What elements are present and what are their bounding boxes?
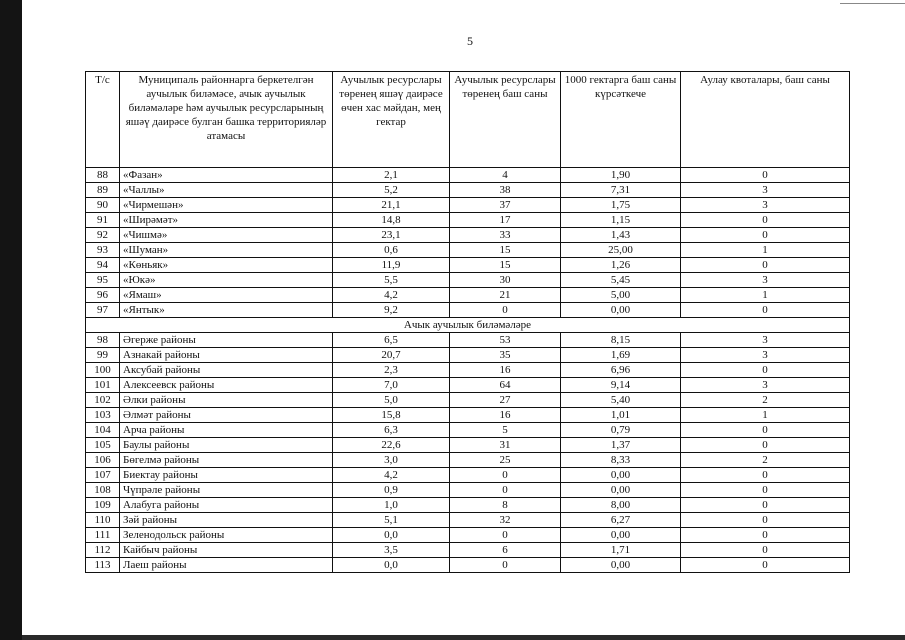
table-row <box>86 498 850 513</box>
row-quota: 0 <box>681 213 850 228</box>
row-index: 97 <box>86 303 120 318</box>
table-body-open <box>86 333 850 573</box>
row-density: 5,40 <box>561 393 681 408</box>
row-quota: 0 <box>681 258 850 273</box>
row-head-count: 25 <box>450 453 561 468</box>
row-head-count: 33 <box>450 228 561 243</box>
scan-top-mark <box>840 3 905 4</box>
row-density: 1,37 <box>561 438 681 453</box>
header-density: 1000 гектарга баш саны күрсәткече <box>561 72 681 168</box>
row-territory: «Янтык» <box>120 303 333 318</box>
row-head-count: 27 <box>450 393 561 408</box>
row-density: 0,00 <box>561 468 681 483</box>
row-quota: 0 <box>681 558 850 573</box>
row-density: 1,69 <box>561 348 681 363</box>
row-quota: 0 <box>681 498 850 513</box>
row-territory: Баулы районы <box>120 438 333 453</box>
row-density: 8,33 <box>561 453 681 468</box>
row-territory: Әлмәт районы <box>120 408 333 423</box>
row-territory: «Чирмешән» <box>120 198 333 213</box>
table-row <box>86 168 850 183</box>
table-row <box>86 378 850 393</box>
row-quota: 3 <box>681 378 850 393</box>
row-head-count: 6 <box>450 543 561 558</box>
row-territory: Арча районы <box>120 423 333 438</box>
row-quota: 3 <box>681 273 850 288</box>
row-density: 5,45 <box>561 273 681 288</box>
row-area: 9,2 <box>333 303 450 318</box>
row-quota: 0 <box>681 303 850 318</box>
row-area: 14,8 <box>333 213 450 228</box>
row-territory: Әгерже районы <box>120 333 333 348</box>
row-density: 0,79 <box>561 423 681 438</box>
row-territory: Азнакай районы <box>120 348 333 363</box>
row-head-count: 15 <box>450 243 561 258</box>
table-row <box>86 528 850 543</box>
row-head-count: 0 <box>450 528 561 543</box>
table-row <box>86 453 850 468</box>
row-territory: Бөгелмә районы <box>120 453 333 468</box>
row-quota: 0 <box>681 168 850 183</box>
header-territory-name: Муниципаль районнарга беркетелгән аучылык биләмәсе, ачык аучылык биләмәләре һәм аучылык ресурсларының яшәү даирәсе булган башка территорияләр атамасы <box>120 72 333 168</box>
row-density: 0,00 <box>561 528 681 543</box>
scan-bottom-edge <box>22 633 905 640</box>
row-index: 112 <box>86 543 120 558</box>
row-density: 5,00 <box>561 288 681 303</box>
row-quota: 3 <box>681 198 850 213</box>
table-row <box>86 348 850 363</box>
table-body-assigned <box>86 168 850 318</box>
table-row <box>86 228 850 243</box>
row-area: 7,0 <box>333 378 450 393</box>
row-density: 1,15 <box>561 213 681 228</box>
row-head-count: 31 <box>450 438 561 453</box>
row-density: 9,14 <box>561 378 681 393</box>
header-area: Аучылык ресурслары төренең яшәү даирәсе өчен хас мәйдан, мең гектар <box>333 72 450 168</box>
row-area: 5,2 <box>333 183 450 198</box>
row-area: 0,6 <box>333 243 450 258</box>
row-area: 1,0 <box>333 498 450 513</box>
row-quota: 0 <box>681 468 850 483</box>
row-area: 23,1 <box>333 228 450 243</box>
row-density: 7,31 <box>561 183 681 198</box>
row-quota: 2 <box>681 393 850 408</box>
table-row <box>86 393 850 408</box>
row-quota: 0 <box>681 528 850 543</box>
row-area: 4,2 <box>333 288 450 303</box>
row-quota: 0 <box>681 423 850 438</box>
scan-left-edge <box>0 0 22 640</box>
row-index: 99 <box>86 348 120 363</box>
table-row <box>86 288 850 303</box>
row-head-count: 8 <box>450 498 561 513</box>
table-row <box>86 438 850 453</box>
row-territory: Лаеш районы <box>120 558 333 573</box>
row-head-count: 37 <box>450 198 561 213</box>
table-row <box>86 468 850 483</box>
row-density: 1,43 <box>561 228 681 243</box>
row-territory: «Юкә» <box>120 273 333 288</box>
row-head-count: 15 <box>450 258 561 273</box>
row-quota: 0 <box>681 363 850 378</box>
row-quota: 1 <box>681 243 850 258</box>
row-density: 1,26 <box>561 258 681 273</box>
row-index: 113 <box>86 558 120 573</box>
row-area: 0,0 <box>333 528 450 543</box>
row-density: 0,00 <box>561 483 681 498</box>
row-area: 5,1 <box>333 513 450 528</box>
row-territory: Чүпрәле районы <box>120 483 333 498</box>
section-title: Ачык аучылык биләмәләре <box>86 318 850 333</box>
row-density: 8,00 <box>561 498 681 513</box>
row-area: 6,5 <box>333 333 450 348</box>
row-index: 105 <box>86 438 120 453</box>
row-index: 104 <box>86 423 120 438</box>
table-header-row <box>86 72 850 168</box>
row-index: 108 <box>86 483 120 498</box>
row-area: 22,6 <box>333 438 450 453</box>
row-territory: Биектау районы <box>120 468 333 483</box>
row-territory: Аксубай районы <box>120 363 333 378</box>
row-territory: Алексеевск районы <box>120 378 333 393</box>
row-territory: «Ямаш» <box>120 288 333 303</box>
row-index: 110 <box>86 513 120 528</box>
row-density: 1,71 <box>561 543 681 558</box>
row-index: 91 <box>86 213 120 228</box>
row-quota: 0 <box>681 543 850 558</box>
row-area: 2,3 <box>333 363 450 378</box>
row-head-count: 16 <box>450 408 561 423</box>
row-head-count: 38 <box>450 183 561 198</box>
row-density: 1,90 <box>561 168 681 183</box>
row-index: 103 <box>86 408 120 423</box>
row-index: 92 <box>86 228 120 243</box>
row-head-count: 30 <box>450 273 561 288</box>
table-row <box>86 258 850 273</box>
row-index: 100 <box>86 363 120 378</box>
row-quota: 0 <box>681 438 850 453</box>
row-density: 1,75 <box>561 198 681 213</box>
row-territory: «Ширәмәт» <box>120 213 333 228</box>
section-row <box>86 318 850 333</box>
table-row <box>86 303 850 318</box>
row-area: 3,5 <box>333 543 450 558</box>
table-row <box>86 513 850 528</box>
row-index: 111 <box>86 528 120 543</box>
row-index: 109 <box>86 498 120 513</box>
row-density: 1,01 <box>561 408 681 423</box>
row-index: 93 <box>86 243 120 258</box>
row-index: 102 <box>86 393 120 408</box>
row-territory: Кайбыч районы <box>120 543 333 558</box>
header-quota: Аулау квоталары, баш саны <box>681 72 850 168</box>
row-quota: 3 <box>681 333 850 348</box>
row-head-count: 5 <box>450 423 561 438</box>
row-area: 3,0 <box>333 453 450 468</box>
row-quota: 1 <box>681 288 850 303</box>
row-index: 96 <box>86 288 120 303</box>
row-area: 15,8 <box>333 408 450 423</box>
row-index: 98 <box>86 333 120 348</box>
table-row <box>86 408 850 423</box>
row-quota: 0 <box>681 513 850 528</box>
row-index: 88 <box>86 168 120 183</box>
table-row <box>86 423 850 438</box>
table-row <box>86 543 850 558</box>
row-head-count: 4 <box>450 168 561 183</box>
row-density: 8,15 <box>561 333 681 348</box>
row-territory: «Фазан» <box>120 168 333 183</box>
row-area: 6,3 <box>333 423 450 438</box>
row-territory: «Чаллы» <box>120 183 333 198</box>
table-row <box>86 558 850 573</box>
row-area: 2,1 <box>333 168 450 183</box>
row-index: 106 <box>86 453 120 468</box>
row-territory: Алабуга районы <box>120 498 333 513</box>
row-head-count: 53 <box>450 333 561 348</box>
row-quota: 3 <box>681 183 850 198</box>
table-row <box>86 183 850 198</box>
row-territory: «Көньяк» <box>120 258 333 273</box>
row-quota: 0 <box>681 228 850 243</box>
row-area: 4,2 <box>333 468 450 483</box>
table-row <box>86 198 850 213</box>
row-head-count: 0 <box>450 483 561 498</box>
row-area: 0,9 <box>333 483 450 498</box>
row-head-count: 16 <box>450 363 561 378</box>
table-row <box>86 273 850 288</box>
table-row <box>86 483 850 498</box>
table-row <box>86 243 850 258</box>
row-territory: Әлки районы <box>120 393 333 408</box>
row-index: 89 <box>86 183 120 198</box>
row-quota: 2 <box>681 453 850 468</box>
row-territory: «Шуман» <box>120 243 333 258</box>
row-density: 0,00 <box>561 558 681 573</box>
row-territory: Зәй районы <box>120 513 333 528</box>
row-index: 101 <box>86 378 120 393</box>
row-index: 90 <box>86 198 120 213</box>
row-head-count: 35 <box>450 348 561 363</box>
row-density: 6,27 <box>561 513 681 528</box>
row-density: 25,00 <box>561 243 681 258</box>
hunting-quota-table <box>85 71 850 573</box>
row-quota: 3 <box>681 348 850 363</box>
table-section <box>86 318 850 333</box>
row-area: 11,9 <box>333 258 450 273</box>
row-head-count: 0 <box>450 468 561 483</box>
row-quota: 1 <box>681 408 850 423</box>
table-row <box>86 363 850 378</box>
row-head-count: 32 <box>450 513 561 528</box>
row-head-count: 0 <box>450 558 561 573</box>
row-head-count: 64 <box>450 378 561 393</box>
row-area: 20,7 <box>333 348 450 363</box>
row-head-count: 0 <box>450 303 561 318</box>
table-row <box>86 333 850 348</box>
row-territory: Зеленодольск районы <box>120 528 333 543</box>
row-head-count: 17 <box>450 213 561 228</box>
row-head-count: 21 <box>450 288 561 303</box>
row-area: 21,1 <box>333 198 450 213</box>
row-index: 107 <box>86 468 120 483</box>
row-quota: 0 <box>681 483 850 498</box>
row-density: 0,00 <box>561 303 681 318</box>
row-territory: «Чишмә» <box>120 228 333 243</box>
row-index: 94 <box>86 258 120 273</box>
page-number: 5 <box>467 34 473 48</box>
row-area: 5,5 <box>333 273 450 288</box>
row-density: 6,96 <box>561 363 681 378</box>
header-head-count: Аучылык ресурслары төренең баш саны <box>450 72 561 168</box>
row-index: 95 <box>86 273 120 288</box>
table-row <box>86 213 850 228</box>
row-area: 5,0 <box>333 393 450 408</box>
header-index: Т/с <box>86 72 120 168</box>
row-area: 0,0 <box>333 558 450 573</box>
